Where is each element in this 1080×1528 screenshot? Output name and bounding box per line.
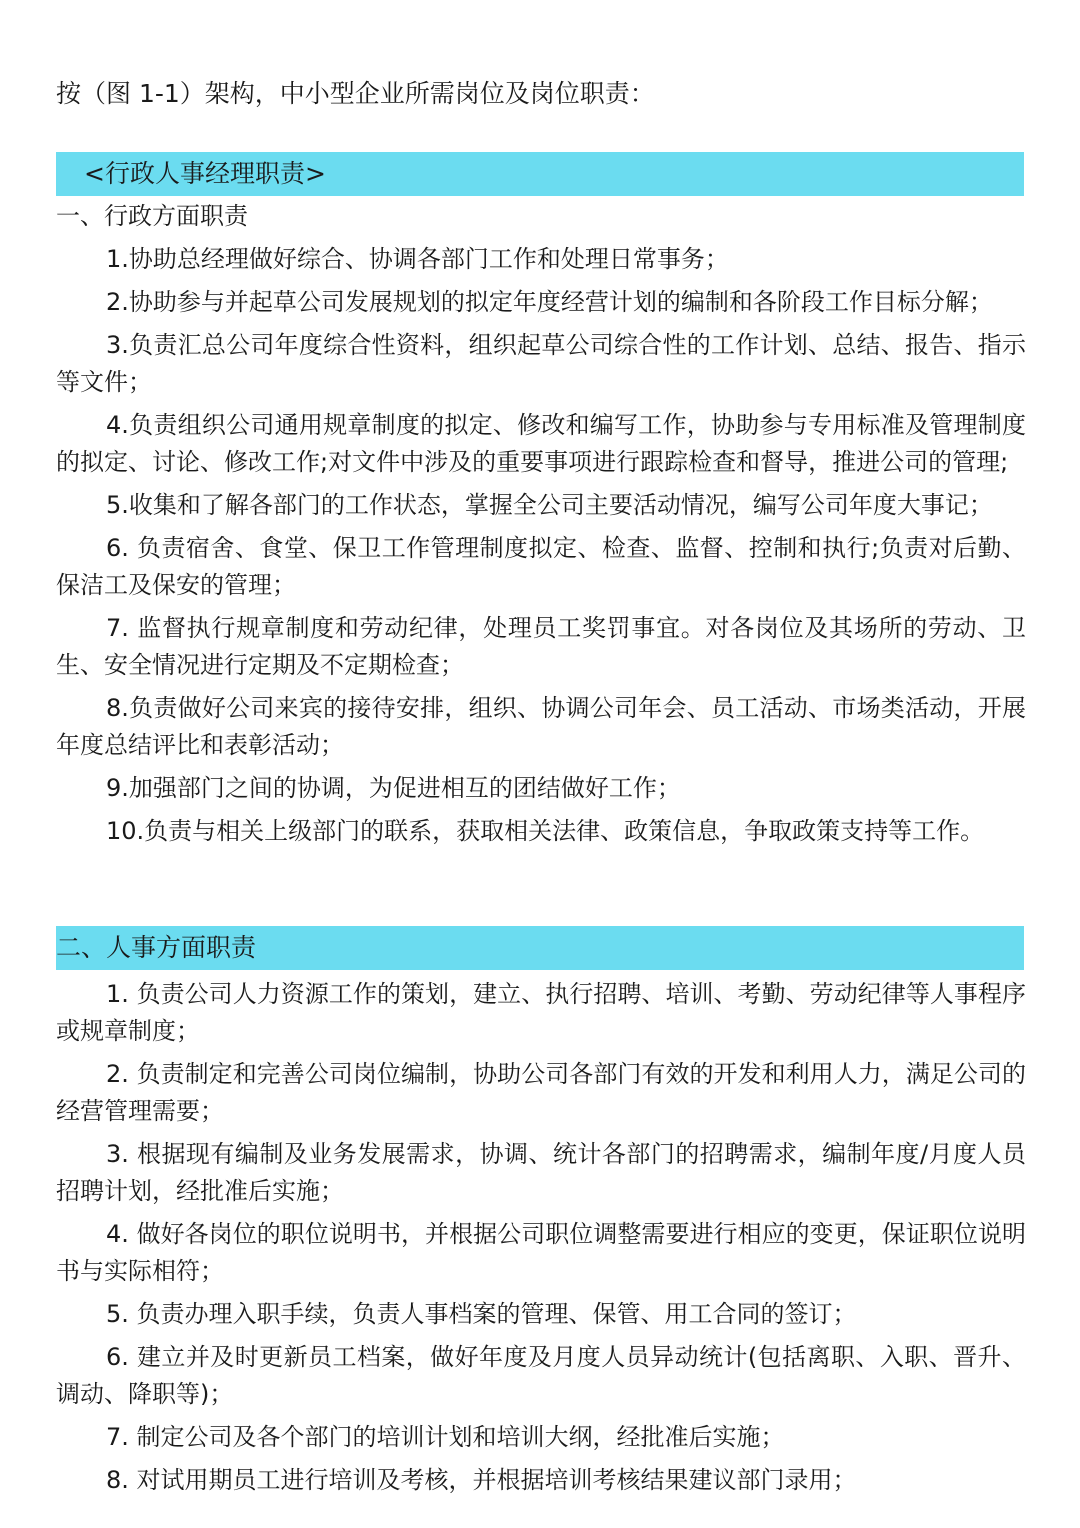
admin-item: 9.加强部门之间的协调，为促进相互的团结做好工作； — [106, 774, 681, 802]
intro-text: 按（图 1-1）架构，中小型企业所需岗位及岗位职责： — [56, 79, 655, 108]
admin-section-title: 一、行政方面职责 — [56, 202, 248, 230]
admin-item: 6. 负责宿舍、食堂、保卫工作管理制度拟定、检查、监督、控制和执行;负责对后勤、保洁工及保安的管理； — [56, 534, 1026, 599]
hr-item: 6. 建立并及时更新员工档案，做好年度及月度人员异动统计(包括离职、入职、晋升、调动、降职等)； — [56, 1343, 1026, 1408]
hr-item: 7. 制定公司及各个部门的培训计划和培训大纲，经批准后实施； — [106, 1423, 785, 1451]
admin-item: 4.负责组织公司通用规章制度的拟定、修改和编写工作，协助参与专用标准及管理制度的拟定、讨论、修改工作;对文件中涉及的重要事项进行跟踪检查和督导，推进公司的管理; — [56, 411, 1026, 476]
hr-section-title: 二、人事方面职责 — [56, 926, 1024, 970]
role-header: <行政人事经理职责> — [56, 152, 1024, 196]
admin-item: 5.收集和了解各部门的工作状态，掌握全公司主要活动情况，编写公司年度大事记； — [106, 491, 993, 519]
hr-item: 3. 根据现有编制及业务发展需求，协调、统计各部门的招聘需求，编制年度/月度人员招聘计划，经批准后实施； — [56, 1140, 1026, 1205]
hr-item: 1. 负责公司人力资源工作的策划，建立、执行招聘、培训、考勤、劳动纪律等人事程序或规章制度； — [56, 980, 1026, 1045]
admin-section — [56, 198, 1026, 856]
admin-item: 3.负责汇总公司年度综合性资料，组织起草公司综合性的工作计划、总结、报告、指示等文件； — [56, 331, 1026, 396]
admin-item: 7. 监督执行规章制度和劳动纪律，处理员工奖罚事宜。对各岗位及其场所的劳动、卫生、安全情况进行定期及不定期检查； — [56, 614, 1026, 679]
hr-item: 8. 对试用期员工进行培训及考核，并根据培训考核结果建议部门录用； — [106, 1466, 857, 1494]
hr-item: 2. 负责制定和完善公司岗位编制，协助公司各部门有效的开发和利用人力，满足公司的经营管理需要； — [56, 1060, 1026, 1125]
admin-item: 1.协助总经理做好综合、协调各部门工作和处理日常事务； — [106, 245, 729, 273]
hr-item: 5. 负责办理入职手续，负责人事档案的管理、保管、用工合同的签订； — [106, 1300, 857, 1328]
admin-item: 2.协助参与并起草公司发展规划的拟定年度经营计划的编制和各阶段工作目标分解； — [106, 288, 993, 316]
admin-item: 10.负责与相关上级部门的联系，获取相关法律、政策信息，争取政策支持等工作。 — [106, 817, 985, 845]
admin-item: 8.负责做好公司来宾的接待安排，组织、协调公司年会、员工活动、市场类活动，开展年度总结评比和表彰活动； — [56, 694, 1026, 759]
hr-section — [56, 976, 1026, 1505]
hr-item: 4. 做好各岗位的职位说明书，并根据公司职位调整需要进行相应的变更，保证职位说明书与实际相符； — [56, 1220, 1026, 1285]
